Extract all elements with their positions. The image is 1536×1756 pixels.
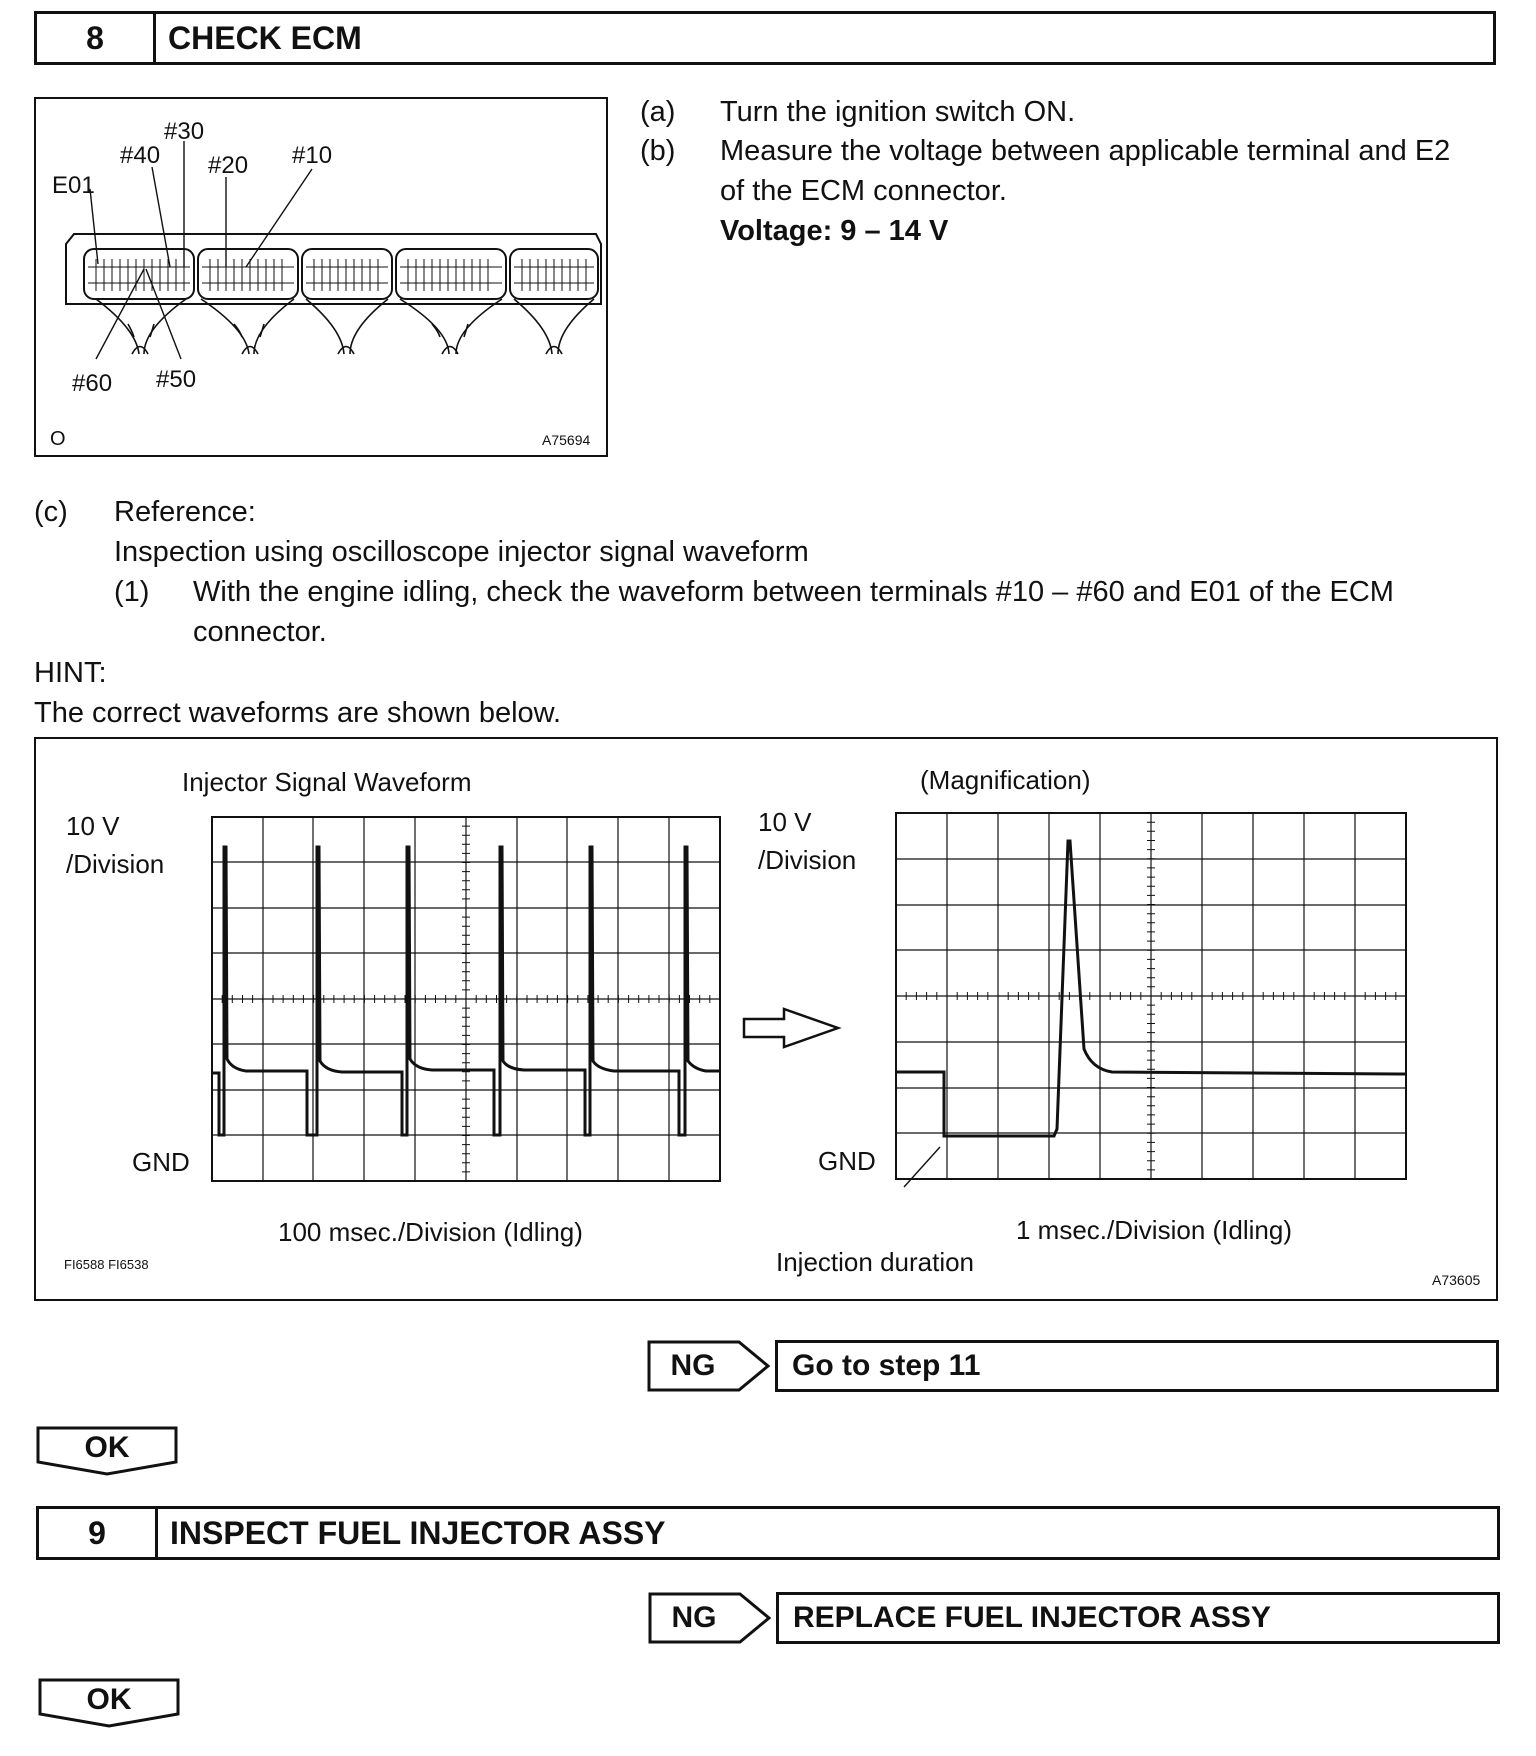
waveform-figure xyxy=(34,737,1498,1301)
hint-label: HINT: xyxy=(34,657,107,689)
step-9-ok-tab xyxy=(38,1678,180,1728)
right-vdiv-line-1: 10 V xyxy=(758,807,812,837)
item-b-marker: (b) xyxy=(640,135,676,167)
left-gnd-label: GND xyxy=(132,1147,190,1177)
figure-code-right: A73605 xyxy=(1432,1272,1481,1288)
step-title: CHECK ECM xyxy=(168,19,362,56)
figure-code: A75694 xyxy=(542,432,591,448)
left-time-scale: 100 msec./Division (Idling) xyxy=(278,1217,583,1247)
right-gnd-label: GND xyxy=(818,1146,876,1176)
step-number: 8 xyxy=(37,14,156,62)
ng-label: NG xyxy=(671,1601,717,1634)
label-t50: #50 xyxy=(156,366,197,393)
hint-text: The correct waveforms are shown below. xyxy=(34,697,562,729)
item-b-line-2: of the ECM connector. xyxy=(720,175,1007,207)
waveform-drawing xyxy=(36,739,1496,1299)
item-a-text: Turn the ignition switch ON. xyxy=(720,96,1076,128)
reference-label: Reference: xyxy=(114,496,256,528)
item-a-marker: (a) xyxy=(640,96,676,128)
right-title: (Magnification) xyxy=(920,765,1091,795)
sub-item-1-marker: (1) xyxy=(114,576,150,608)
label-t20: #20 xyxy=(208,152,249,179)
label-t10: #10 xyxy=(292,142,333,169)
label-t30: #30 xyxy=(164,118,205,145)
ecm-connector-drawing xyxy=(36,99,606,455)
step-9-header xyxy=(36,1506,1500,1560)
label-e01: E01 xyxy=(52,172,95,199)
step-8-ok-tab xyxy=(36,1426,178,1476)
left-vdiv-line-1: 10 V xyxy=(66,811,120,841)
voltage-spec: Voltage: 9 – 14 V xyxy=(720,215,949,247)
label-corner: O xyxy=(50,428,66,450)
injection-duration-label: Injection duration xyxy=(776,1247,975,1277)
label-t40: #40 xyxy=(120,142,161,169)
ecm-connector-figure xyxy=(34,97,608,457)
sub-item-1-line-2: connector. xyxy=(193,616,327,648)
right-time-scale: 1 msec./Division (Idling) xyxy=(1016,1215,1292,1245)
ok-label: OK xyxy=(86,1683,132,1716)
item-c-marker: (c) xyxy=(34,496,68,528)
label-t60: #60 xyxy=(72,370,113,397)
item-b-line-1: Measure the voltage between applicable terminal and E2 xyxy=(720,135,1451,167)
left-title: Injector Signal Waveform xyxy=(182,767,472,797)
ng-label: NG xyxy=(670,1349,716,1382)
left-vdiv-line-2: /Division xyxy=(66,849,165,879)
step-8-header xyxy=(34,11,1496,65)
magnification-arrow xyxy=(744,1009,838,1047)
figure-codes-left: FI6588 FI6538 xyxy=(64,1257,149,1272)
step-8-ng-tag xyxy=(647,1340,771,1392)
ok-label: OK xyxy=(84,1431,130,1464)
step-8-ng-target: Go to step 11 xyxy=(775,1340,1499,1392)
reference-text: Inspection using oscilloscope injector signal waveform xyxy=(114,536,809,568)
step-9-ng-target: REPLACE FUEL INJECTOR ASSY xyxy=(776,1592,1500,1644)
right-vdiv-line-2: /Division xyxy=(758,845,857,875)
step-9-ng-tag xyxy=(648,1592,772,1644)
step-number: 9 xyxy=(39,1509,158,1557)
step-title: INSPECT FUEL INJECTOR ASSY xyxy=(170,1514,666,1551)
sub-item-1-line-1: With the engine idling, check the waveform between terminals #10 – #60 and E01 of the ECM xyxy=(193,576,1394,608)
